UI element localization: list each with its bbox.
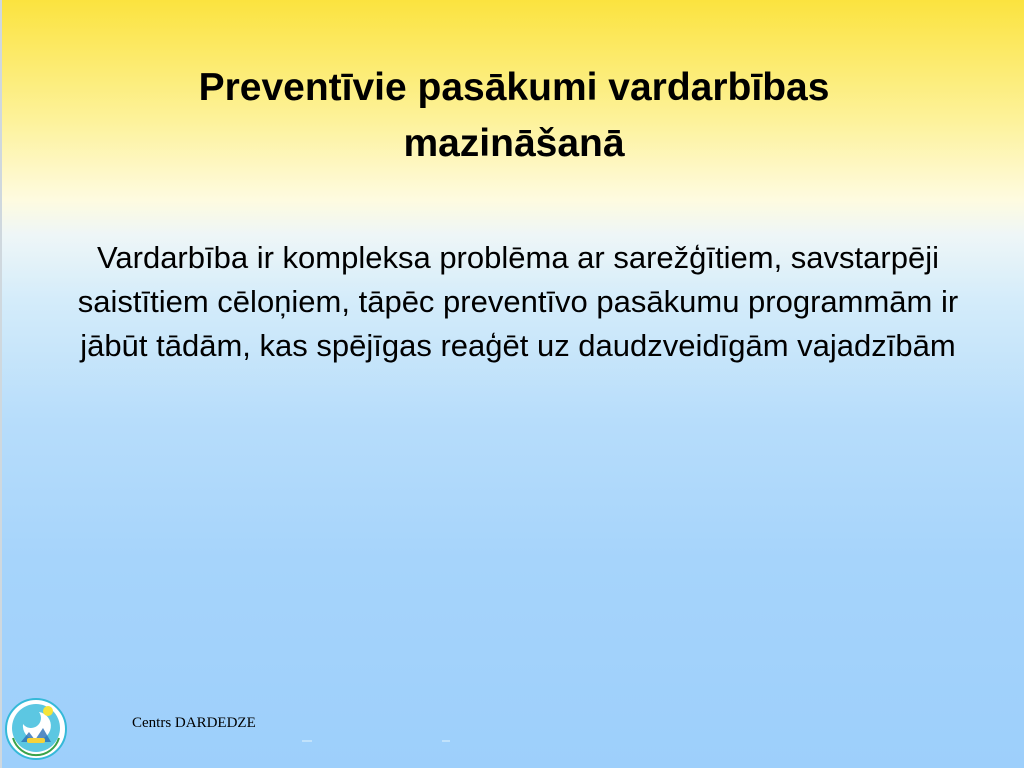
slide-title: Preventīvie pasākumi vardarbības mazināšanā (198, 66, 830, 165)
logo-graphic (5, 698, 67, 760)
footer-label: Centrs DARDEDZE (132, 715, 256, 731)
decorative-mark (442, 740, 450, 742)
dardedze-logo-icon (5, 698, 67, 760)
decorative-mark (302, 740, 312, 742)
slide-body-text: Vardarbība ir kompleksa problēma ar sarežģītiem, savstarpēji saistītiem cēloņiem, tāpēc preventīvo pasākumu programmām ir jābūt tādām, kas spējīgas reaģēt uz daudzveidīgām vajadzībām (77, 240, 959, 363)
